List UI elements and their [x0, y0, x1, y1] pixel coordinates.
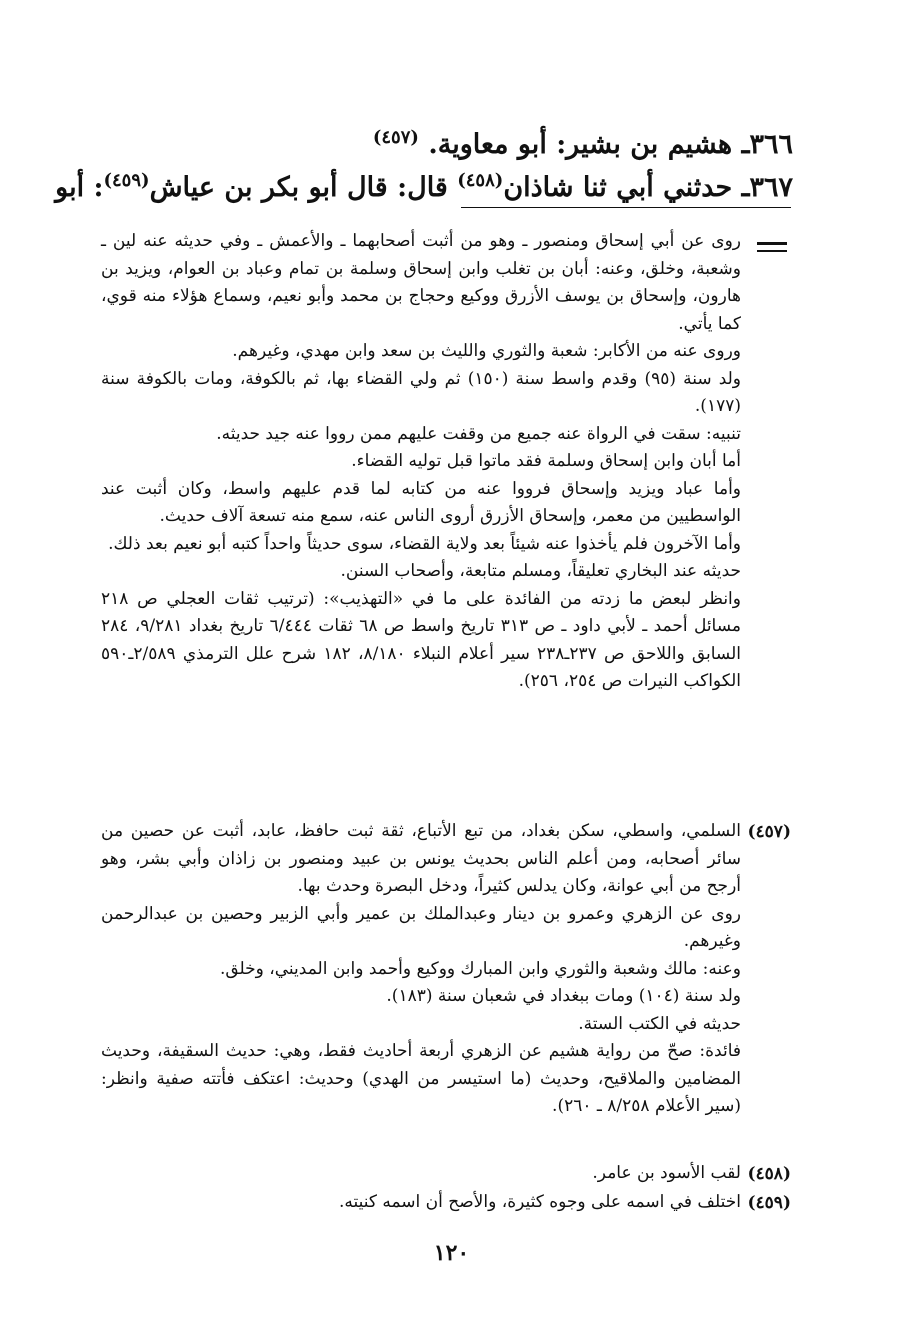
footnote-paragraph: ولد سنة (١٠٤) ومات ببغداد في شعبان سنة (١٨٣).: [386, 986, 741, 1006]
footnote-paragraph: روى عن أبي إسحاق ومنصور ـ وهو من أثبت أصحابهما ـ والأعمش ـ وفي حديثه عنه لين ـ وشعبة، وخلق، وعنه: أبان بن تغلب وابن إسحاق وسلمة بن تمام وعباد بن العوام، ويزيد بن هارون، وإسحاق بن يوسف الأزرق ووكيع وحجاج بن محمد وأبو نعيم، وسماع هؤلاء منه قوي، كما يأتي.: [101, 231, 741, 334]
footnote-separator-rule: [461, 207, 791, 208]
footnote-label-459: (٤٥٩): [747, 1193, 791, 1213]
footnote-paragraph: وعنه: مالك وشعبة والثوري وابن المبارك ووكيع وأحمد وابن المديني، وخلق.: [219, 958, 741, 979]
footnote-label-458: (٤٥٨): [747, 1164, 791, 1184]
footnote-paragraph: وانظر لبعض ما زدته من الفائدة على ما في «التهذيب»: (ترتيب ثقات العجلي ص ٢١٨ مسائل أحمد ـ لأبي داود ـ ص ٣١٣ تاريخ واسط ص ٦٨ ثقات ٦/٤٤٤ تاريخ بغداد ٩/٢٨١، ٢٨٤ السابق واللاحق ص ٢٣٧ـ٢٣٨ سير أعلام النبلاء ٨/١٨٠، ١٨٢ شرح علل الترمذي ٢/٥٨٩ـ٥٩٠ الكواكب النيرات ص ٢٥٤، ٢٥٦).: [101, 588, 741, 691]
main-text-line-366: [93, 120, 793, 163]
footnote-paragraph: فائدة: صحّ من رواية هشيم عن الزهري أربعة أحاديث فقط، وهي: حديث السقيفة، وحديث المضامين والملاقيح، وحديث (ما استيسر من الهدي) وحديث: اعتكف فأتته صفية وانظر: (سير الأعلام ٨/٢٥٨ ـ ٢٦٠).: [101, 1041, 741, 1116]
footnote-paragraph: حديثه في الكتب الستة.: [578, 1013, 741, 1034]
footnote-paragraph: وأما عباد ويزيد وإسحاق فرووا عنه من كتابه لما قدم عليهم واسط، وكان أثبت عند الواسطيين من معمر، وإسحاق الأزرق أروى الناس عنه، سمع منه تسعة آلاف حديث.: [101, 478, 741, 526]
footnote-457: [101, 818, 741, 1121]
continuation-mark-icon: [757, 242, 787, 256]
footnote-paragraph: وروى عنه من الأكابر: شعبة والثوري والليث بن سعد وابن مهدي، وغيرهم.: [232, 341, 741, 361]
entry-text: : أبو: [55, 172, 104, 203]
footnote-paragraph: السلمي، واسطي، سكن بغداد، من تبع الأتباع، ثقة ثبت حافظ، عابد، أثبت عن حصين من سائر أصحابه، ومن أعلم الناس بحديث يونس بن عبيد ومنصور بن زاذان وأبي بشر، وهو أرجح من أبي عوانة، وكان يدلس كثيراً، ودخل البصرة وحدث بها.: [101, 821, 741, 896]
main-text-line-367: [55, 163, 793, 206]
footnote-reference[interactable]: (٤٥٩): [103, 170, 150, 191]
footnote-reference[interactable]: (٤٥٧): [372, 127, 419, 148]
footnote-paragraph: ولد سنة (٩٥) وقدم واسط سنة (١٥٠) ثم ولي القضاء بها، ثم بالكوفة، ومات بالكوفة سنة (١٧٧).: [101, 368, 742, 416]
footnote-paragraph: حديثه عند البخاري تعليقاً، ومسلم متابعة، وأصحاب السنن.: [340, 561, 741, 581]
footnote-continuation: [101, 228, 741, 696]
entry-text: هشيم بن بشير: أبو معاوية.: [428, 129, 733, 160]
footnote-458: لقب الأسود بن عامر.: [592, 1163, 741, 1183]
footnote-reference[interactable]: (٤٥٨): [457, 170, 504, 191]
footnote-paragraph: أما أبان وابن إسحاق وسلمة فقد ماتوا قبل توليه القضاء.: [351, 451, 741, 471]
footnote-paragraph: روى عن الزهري وعمرو بن دينار وعبدالملك بن عمير وأبي الزبير وحصين بن عبدالرحمن وغيرهم.: [101, 903, 741, 951]
footnote-paragraph: وأما الآخرون فلم يأخذوا عنه شيئاً بعد ولاية القضاء، سوى حديثاً واحداً كتبه أبو نعيم بعد ذلك.: [108, 533, 741, 554]
footnote-paragraph: تنبيه: سقت في الرواة عنه جميع من وقفت عليهم ممن رووا عنه جيد حديثه.: [216, 423, 741, 444]
page-number: ١٢٠: [433, 1240, 470, 1266]
footnote-label-457: (٤٥٧): [747, 822, 791, 842]
entry-text: حدثني أبي ثنا شاذان: [503, 172, 733, 203]
entry-text: قال: قال أبو بكر بن عياش: [149, 172, 448, 203]
footnote-459: اختلف في اسمه على وجوه كثيرة، والأصح أن اسمه كنيته.: [338, 1192, 741, 1212]
entry-number: ٣٦٧ـ: [741, 172, 793, 203]
entry-number: ٣٦٦ـ: [741, 129, 793, 160]
